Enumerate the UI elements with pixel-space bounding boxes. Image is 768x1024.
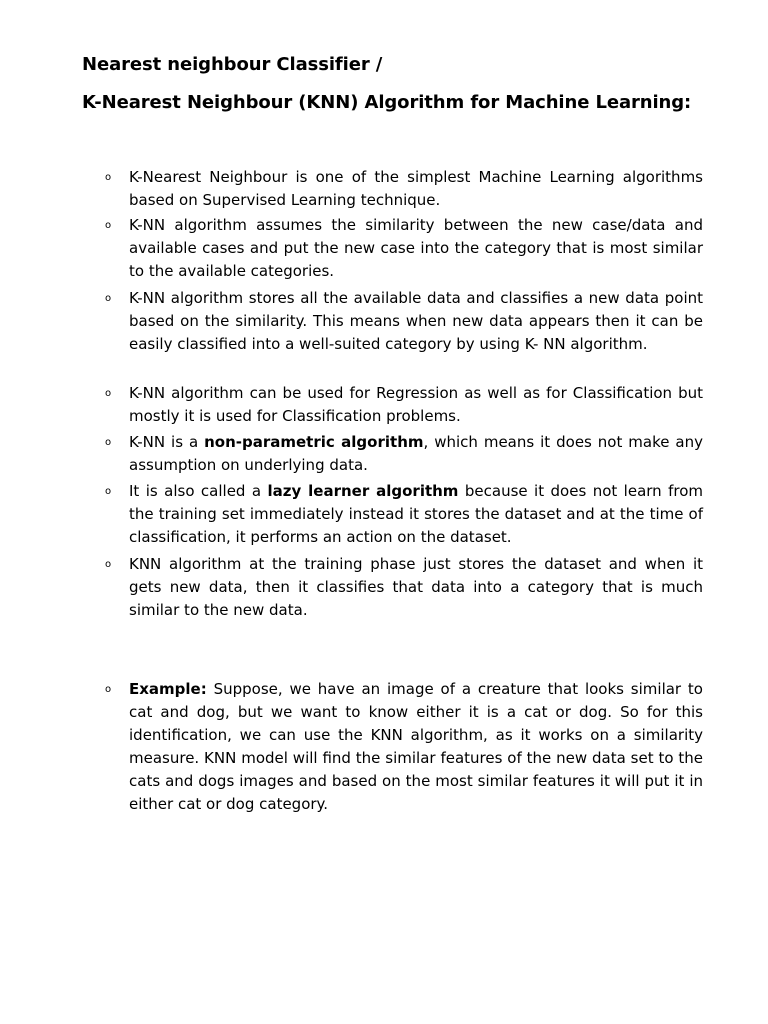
item-text-after: because it does not learn from the training set immediately instead it stores the dataset and at the time of classification, it performs an action on the dataset. bbox=[129, 482, 704, 546]
item-text: K-Nearest Neighbour is one of the simplest Machine Learning algorithms based on Supervised Learning technique. bbox=[129, 168, 703, 209]
item-text-after: Suppose, we have an image of a creature that looks similar to cat and dog, but we want to know either it is a cat or dog. So for this identification, we can use the KNN algorithm, as it works on a similarity measure. KNN model will find the similar features of the new data set to the cats and dogs images and based on the most similar features it will put it in either cat or dog category. bbox=[129, 680, 703, 813]
item-text-after: , which means it does not make any assumption on underlying data. bbox=[129, 433, 703, 474]
example-label: Example: bbox=[129, 680, 207, 698]
bullet-marker: o bbox=[105, 486, 112, 497]
item-text: K-NN algorithm can be used for Regression as well as for Classification but mostly it is used for Classification problems. bbox=[129, 384, 703, 425]
item-text-before: K-NN is a bbox=[129, 433, 205, 451]
bold-term-non-parametric: non-parametric algorithm bbox=[204, 433, 424, 451]
item-text: K-NN algorithm assumes the similarity between the new case/data and available cases and put the new case into the category that is most similar to the available categories. bbox=[129, 216, 703, 280]
example-text bbox=[129, 678, 703, 816]
list-item-text bbox=[129, 480, 703, 549]
list-item-text bbox=[129, 287, 703, 356]
list-item-text bbox=[129, 553, 703, 622]
bullet-marker: o bbox=[105, 559, 112, 570]
list-item-text bbox=[129, 166, 703, 212]
bullet-marker: o bbox=[105, 437, 112, 448]
bullet-marker: o bbox=[105, 388, 112, 399]
bullet-marker: o bbox=[105, 293, 112, 304]
list-item-text bbox=[129, 382, 703, 428]
item-text: K-NN algorithm stores all the available data and classifies a new data point based on the similarity. This means when new data appears then it can be easily classified into a well-suited category by using K- NN algorithm. bbox=[129, 289, 703, 353]
item-text: KNN algorithm at the training phase just stores the dataset and when it gets new data, then it classifies that data into a category that is much similar to the new data. bbox=[129, 555, 703, 619]
list-item-text bbox=[129, 214, 703, 283]
item-text-before: It is also called a bbox=[129, 482, 268, 500]
document-title-line-2: K-Nearest Neighbour (KNN) Algorithm for Machine Learning: bbox=[82, 92, 692, 113]
bullet-marker: o bbox=[105, 220, 112, 231]
list-item-text bbox=[129, 431, 703, 477]
bullet-marker: o bbox=[105, 172, 112, 183]
bold-term-lazy-learner: lazy learner algorithm bbox=[267, 482, 459, 500]
bullet-marker: o bbox=[105, 684, 112, 695]
document-title-line-1: Nearest neighbour Classifier / bbox=[82, 54, 383, 75]
